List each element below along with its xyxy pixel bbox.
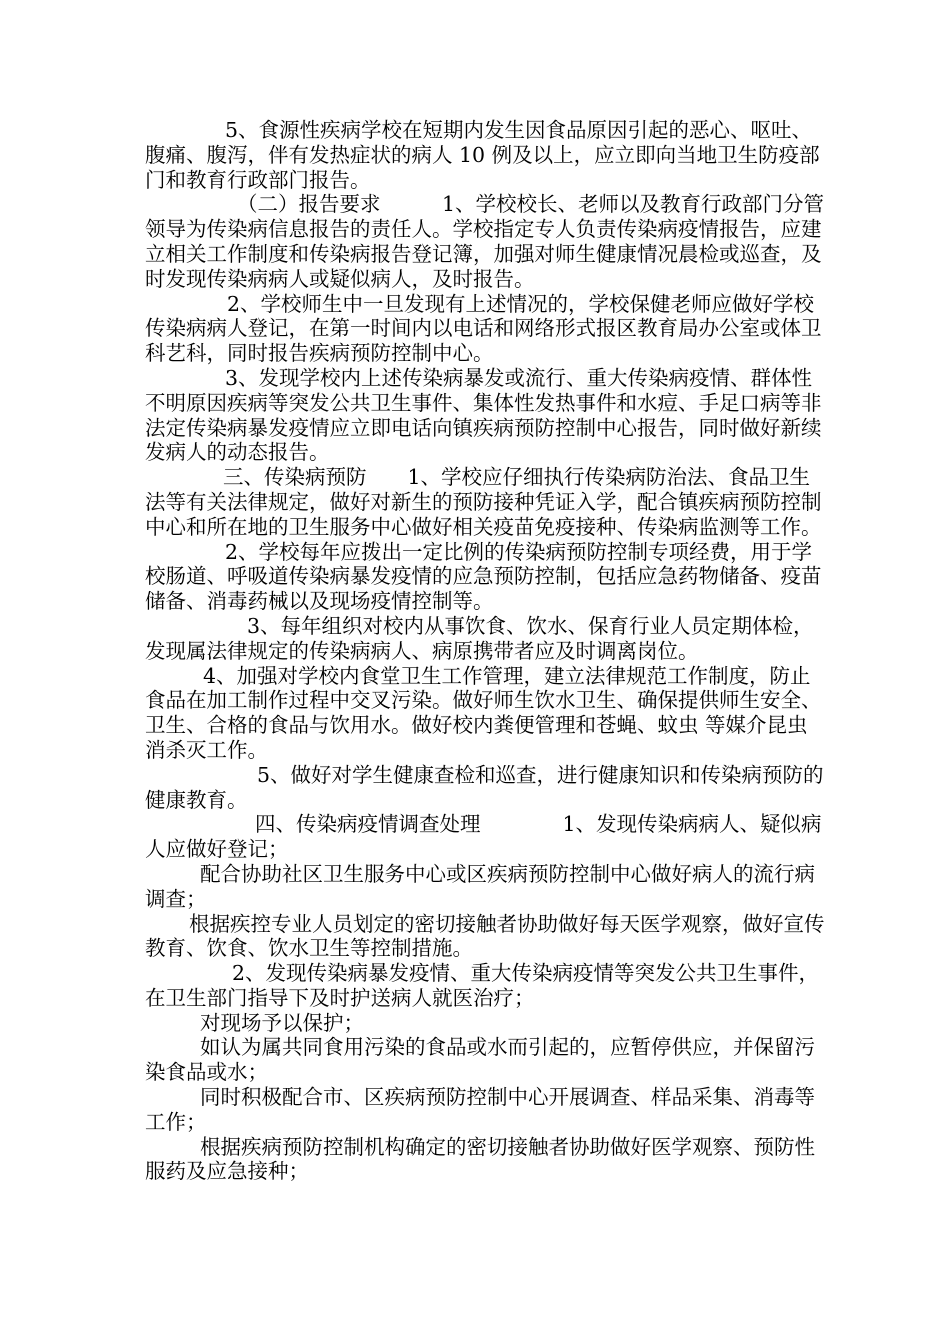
- paragraph: 3、每年组织对校内从事饮食、饮水、保育行业人员定期体检，发现属法律规定的传染病病人、病原携带者应及时调离岗位。: [145, 613, 814, 663]
- paragraph: 同时积极配合市、区疾病预防控制中心开展调查、样品采集、消毒等工作；: [145, 1085, 815, 1134]
- paragraph: （二）报告要求 1、学校校长、老师以及教育行政部门分管领导为传染病信息报告的责任人。学校指定专人负责传染病疫情报告，应建立相关工作制度和传染病报告登记簿，加强对师生健康情况晨检或巡查，及时发现传染病病人或疑似病人，及时报告。: [145, 192, 825, 291]
- paragraph: 2、学校师生中一旦发现有上述情况的，学校保健老师应做好学校传染病病人登记，在第一时间内以电话和网络形式报区教育局办公室或体卫科艺科，同时报告疾病预防控制中心。: [145, 291, 822, 366]
- paragraph: 5、食源性疾病学校在短期内发生因食品原因引起的恶心、呕吐、腹痛、腹泻，伴有发热症状的病人 10 例及以上，应立即向当地卫生防疫部门和教育行政部门报告。: [145, 118, 820, 192]
- paragraph: 2、学校每年应拨出一定比例的传染病预防控制专项经费，用于学校肠道、呼吸道传染病暴发疫情的应急预防控制，包括应急药物储备、疫苗储备、消毒药械以及现场疫情控制等。: [145, 539, 822, 614]
- document-body: [145, 118, 825, 1184]
- paragraph: 对现场予以保护；: [200, 1010, 364, 1035]
- paragraph: 5、做好对学生健康查检和巡查，进行健康知识和传染病预防的 健康教育。: [145, 762, 824, 812]
- paragraph: 如认为属共同食用污染的食品或水而引起的，应暂停供应，并保留污染食品或水；: [145, 1035, 815, 1085]
- paragraph: 三、传染病预防 1、学校应仔细执行传染病防治法、食品卫生法等有关法律规定，做好对新生的预防接种凭证入学，配合镇疾病预防控制中心和所在地的卫生服务中心做好相关疫苗免疫接种、传染病监测等工作。: [145, 465, 822, 539]
- paragraph: 4、加强对学校内食堂卫生工作管理，建立法律规范工作制度，防止食品在加工制作过程中交叉污染。做好师生饮水卫生、确保提供师生安全、卫生、合格的食品与饮用水。做好校内粪便管理和苍蝇、蚊虫 等媒介昆虫消杀灭工作。: [145, 663, 822, 762]
- paragraph: 根据疾控专业人员划定的密切接触者协助做好每天医学观察，做好宣传教育、饮食、饮水卫生等控制措施。: [145, 911, 825, 961]
- paragraph: 四、传染病疫情调查处理 1、发现传染病病人、疑似病人应做好登记；: [145, 812, 822, 862]
- paragraph: 配合协助社区卫生服务中心或区疾病预防控制中心做好病人的流行病调查；: [145, 861, 815, 911]
- paragraph: 3、发现学校内上述传染病暴发或流行、重大传染病疫情、群体性不明原因疾病等突发公共卫生事件、集体性发热事件和水痘、手足口病等非法定传染病暴发疫情应立即电话向镇疾病预防控制中心报告，同时做好新续发病人的动态报告。: [145, 365, 822, 465]
- paragraph: 2、发现传染病暴发疫情、重大传染病疫情等突发公共卫生事件，在卫生部门指导下及时护送病人就医治疗；: [145, 961, 820, 1010]
- paragraph: 根据疾病预防控制机构确定的密切接触者协助做好医学观察、预防性服药及应急接种；: [145, 1134, 815, 1184]
